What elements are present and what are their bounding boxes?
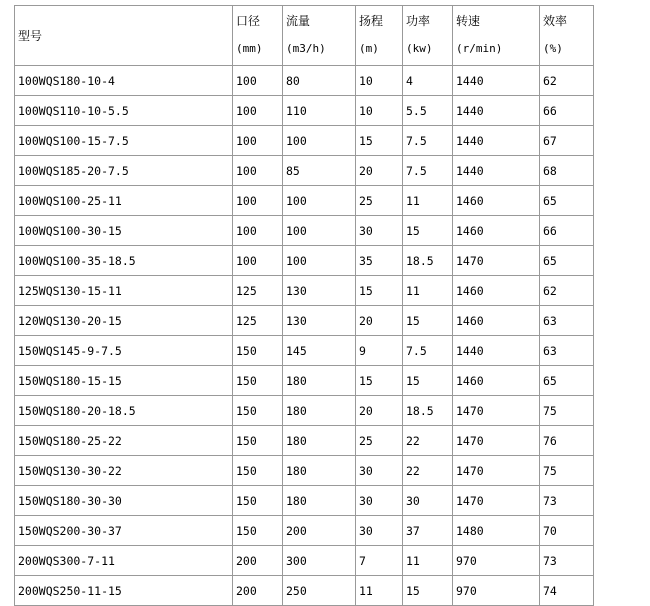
- cell-head: 35: [356, 246, 403, 276]
- cell-speed: 1460: [453, 276, 540, 306]
- cell-diameter: 100: [233, 186, 283, 216]
- cell-efficiency: 65: [540, 186, 594, 216]
- cell-efficiency: 73: [540, 546, 594, 576]
- cell-efficiency: 66: [540, 96, 594, 126]
- table-body: [15, 6, 594, 606]
- cell-diameter: 150: [233, 396, 283, 426]
- cell-speed: 970: [453, 546, 540, 576]
- cell-model: 150WQS180-20-18.5: [15, 396, 233, 426]
- cell-diameter: 150: [233, 486, 283, 516]
- table-row: [15, 546, 594, 576]
- cell-flow: 180: [283, 456, 356, 486]
- header-head: [356, 6, 403, 66]
- cell-flow: 180: [283, 426, 356, 456]
- header-unit-flow: (m3/h): [286, 42, 326, 55]
- cell-model: 100WQS100-35-18.5: [15, 246, 233, 276]
- cell-model: 100WQS110-10-5.5: [15, 96, 233, 126]
- header-efficiency: [540, 6, 594, 66]
- table-row: [15, 516, 594, 546]
- cell-diameter: 100: [233, 96, 283, 126]
- cell-head: 30: [356, 516, 403, 546]
- cell-model: 150WQS180-15-15: [15, 366, 233, 396]
- cell-speed: 1460: [453, 216, 540, 246]
- cell-speed: 1460: [453, 186, 540, 216]
- cell-flow: 250: [283, 576, 356, 606]
- cell-diameter: 150: [233, 366, 283, 396]
- header-label-head: 扬程: [359, 14, 384, 28]
- cell-flow: 100: [283, 246, 356, 276]
- cell-diameter: 125: [233, 276, 283, 306]
- cell-head: 15: [356, 366, 403, 396]
- cell-flow: 300: [283, 546, 356, 576]
- cell-flow: 100: [283, 216, 356, 246]
- cell-power: 18.5: [403, 246, 453, 276]
- table-row: [15, 576, 594, 606]
- cell-diameter: 200: [233, 546, 283, 576]
- cell-diameter: 100: [233, 126, 283, 156]
- cell-power: 7.5: [403, 336, 453, 366]
- cell-speed: 1460: [453, 366, 540, 396]
- table-row: [15, 66, 594, 96]
- cell-head: 25: [356, 186, 403, 216]
- cell-power: 37: [403, 516, 453, 546]
- table-row: [15, 426, 594, 456]
- cell-head: 30: [356, 456, 403, 486]
- cell-speed: 1460: [453, 306, 540, 336]
- header-unit-efficiency: (%): [543, 42, 563, 55]
- cell-head: 7: [356, 546, 403, 576]
- header-unit-head: (m): [359, 42, 379, 55]
- header-row: [15, 6, 594, 66]
- table-row: [15, 126, 594, 156]
- header-unit-diameter: (mm): [236, 42, 263, 55]
- cell-power: 15: [403, 306, 453, 336]
- table-row: [15, 216, 594, 246]
- cell-diameter: 100: [233, 216, 283, 246]
- cell-flow: 200: [283, 516, 356, 546]
- cell-diameter: 150: [233, 516, 283, 546]
- cell-model: 125WQS130-15-11: [15, 276, 233, 306]
- cell-flow: 85: [283, 156, 356, 186]
- cell-speed: 1470: [453, 456, 540, 486]
- header-flow: [283, 6, 356, 66]
- cell-diameter: 100: [233, 246, 283, 276]
- cell-efficiency: 62: [540, 66, 594, 96]
- cell-model: 200WQS300-7-11: [15, 546, 233, 576]
- header-diameter: [233, 6, 283, 66]
- table-row: [15, 276, 594, 306]
- table-row: [15, 156, 594, 186]
- table-row: [15, 486, 594, 516]
- cell-model: 150WQS200-30-37: [15, 516, 233, 546]
- cell-speed: 1470: [453, 486, 540, 516]
- header-label-model: 型号: [18, 29, 43, 43]
- cell-speed: 1440: [453, 336, 540, 366]
- header-power: [403, 6, 453, 66]
- cell-power: 22: [403, 426, 453, 456]
- cell-model: 200WQS250-11-15: [15, 576, 233, 606]
- cell-model: 150WQS180-30-30: [15, 486, 233, 516]
- cell-head: 10: [356, 96, 403, 126]
- cell-speed: 1470: [453, 396, 540, 426]
- cell-speed: 1470: [453, 426, 540, 456]
- cell-speed: 1470: [453, 246, 540, 276]
- cell-power: 18.5: [403, 396, 453, 426]
- cell-efficiency: 75: [540, 456, 594, 486]
- cell-flow: 80: [283, 66, 356, 96]
- header-label-power: 功率: [406, 14, 431, 28]
- header-label-flow: 流量: [286, 14, 311, 28]
- cell-power: 30: [403, 486, 453, 516]
- header-label-speed: 转速: [456, 14, 481, 28]
- header-model: [15, 6, 233, 66]
- cell-efficiency: 73: [540, 486, 594, 516]
- table-row: [15, 186, 594, 216]
- cell-model: 100WQS180-10-4: [15, 66, 233, 96]
- header-unit-power: (kw): [406, 42, 433, 55]
- cell-power: 7.5: [403, 126, 453, 156]
- cell-head: 11: [356, 576, 403, 606]
- cell-model: 100WQS185-20-7.5: [15, 156, 233, 186]
- cell-flow: 180: [283, 366, 356, 396]
- cell-head: 15: [356, 276, 403, 306]
- cell-efficiency: 70: [540, 516, 594, 546]
- cell-power: 11: [403, 276, 453, 306]
- header-label-diameter: 口径: [236, 14, 261, 28]
- cell-model: 150WQS130-30-22: [15, 456, 233, 486]
- cell-model: 100WQS100-30-15: [15, 216, 233, 246]
- cell-flow: 130: [283, 276, 356, 306]
- cell-power: 4: [403, 66, 453, 96]
- cell-flow: 130: [283, 306, 356, 336]
- cell-flow: 180: [283, 486, 356, 516]
- cell-diameter: 150: [233, 336, 283, 366]
- cell-power: 15: [403, 576, 453, 606]
- cell-efficiency: 65: [540, 366, 594, 396]
- cell-model: 100WQS100-15-7.5: [15, 126, 233, 156]
- cell-head: 20: [356, 306, 403, 336]
- table-row: [15, 336, 594, 366]
- cell-speed: 1440: [453, 156, 540, 186]
- cell-efficiency: 68: [540, 156, 594, 186]
- cell-power: 11: [403, 186, 453, 216]
- cell-diameter: 100: [233, 66, 283, 96]
- cell-head: 30: [356, 216, 403, 246]
- cell-model: 150WQS145-9-7.5: [15, 336, 233, 366]
- cell-power: 5.5: [403, 96, 453, 126]
- cell-diameter: 200: [233, 576, 283, 606]
- cell-speed: 1440: [453, 66, 540, 96]
- cell-head: 9: [356, 336, 403, 366]
- cell-flow: 100: [283, 126, 356, 156]
- cell-diameter: 150: [233, 426, 283, 456]
- cell-efficiency: 65: [540, 246, 594, 276]
- cell-diameter: 150: [233, 456, 283, 486]
- cell-power: 11: [403, 546, 453, 576]
- cell-head: 10: [356, 66, 403, 96]
- cell-efficiency: 76: [540, 426, 594, 456]
- table-row: [15, 456, 594, 486]
- table-row: [15, 96, 594, 126]
- header-label-efficiency: 效率: [543, 14, 568, 28]
- cell-efficiency: 63: [540, 306, 594, 336]
- cell-flow: 180: [283, 396, 356, 426]
- cell-diameter: 100: [233, 156, 283, 186]
- cell-efficiency: 62: [540, 276, 594, 306]
- cell-head: 20: [356, 156, 403, 186]
- cell-power: 15: [403, 216, 453, 246]
- cell-diameter: 125: [233, 306, 283, 336]
- cell-speed: 1440: [453, 126, 540, 156]
- cell-speed: 1440: [453, 96, 540, 126]
- cell-power: 22: [403, 456, 453, 486]
- cell-efficiency: 63: [540, 336, 594, 366]
- cell-head: 25: [356, 426, 403, 456]
- cell-model: 120WQS130-20-15: [15, 306, 233, 336]
- cell-efficiency: 74: [540, 576, 594, 606]
- table-row: [15, 396, 594, 426]
- cell-speed: 1480: [453, 516, 540, 546]
- cell-head: 20: [356, 396, 403, 426]
- table-row: [15, 306, 594, 336]
- table-row: [15, 366, 594, 396]
- table-row: [15, 246, 594, 276]
- header-speed: [453, 6, 540, 66]
- cell-model: 150WQS180-25-22: [15, 426, 233, 456]
- cell-efficiency: 75: [540, 396, 594, 426]
- cell-model: 100WQS100-25-11: [15, 186, 233, 216]
- cell-efficiency: 66: [540, 216, 594, 246]
- cell-flow: 110: [283, 96, 356, 126]
- cell-power: 7.5: [403, 156, 453, 186]
- cell-head: 30: [356, 486, 403, 516]
- cell-power: 15: [403, 366, 453, 396]
- header-unit-speed: (r/min): [456, 42, 503, 55]
- cell-head: 15: [356, 126, 403, 156]
- cell-speed: 970: [453, 576, 540, 606]
- cell-flow: 145: [283, 336, 356, 366]
- cell-flow: 100: [283, 186, 356, 216]
- cell-efficiency: 67: [540, 126, 594, 156]
- pump-spec-table: [14, 5, 594, 606]
